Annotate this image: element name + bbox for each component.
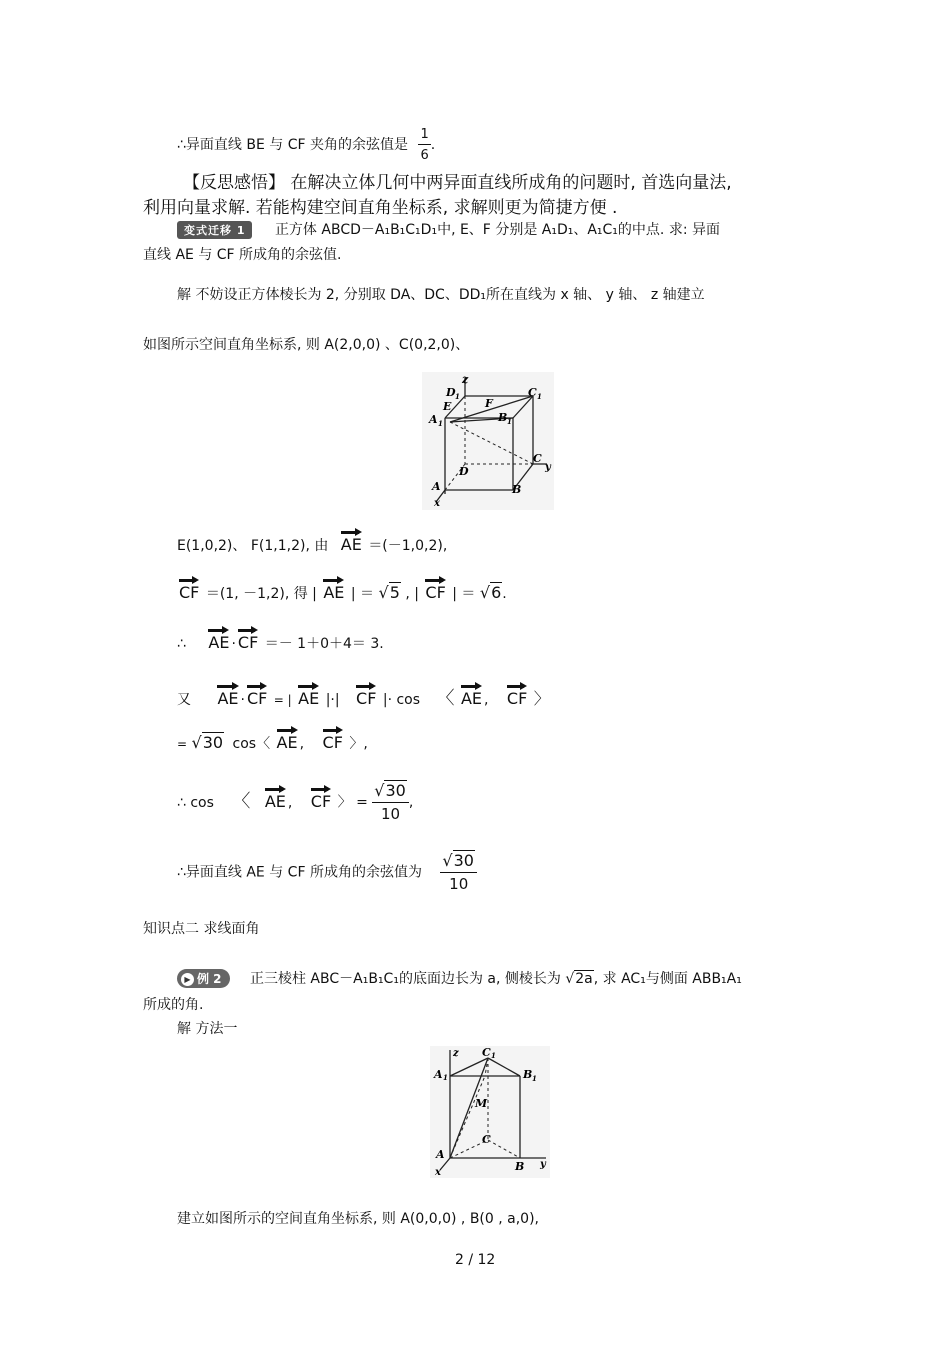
- vector-cf: CF: [356, 689, 377, 708]
- vector-cf: CF: [246, 689, 268, 708]
- label-d: D: [459, 465, 469, 478]
- sqrt-2a: √2a: [565, 971, 593, 987]
- label-z: z: [453, 1048, 459, 1059]
- vector-ae: AE: [340, 535, 362, 554]
- vector-cf: CF: [310, 791, 332, 811]
- svg-text:1: 1: [532, 1074, 537, 1083]
- page-number: 2 / 12: [455, 1252, 496, 1268]
- vector-ae: AE: [460, 689, 483, 708]
- label-b1: B: [523, 1068, 533, 1081]
- label-a1: A: [429, 413, 438, 426]
- variant-line-1: [177, 219, 720, 239]
- label-m: M: [475, 1097, 488, 1110]
- svg-text:1: 1: [491, 1051, 496, 1060]
- label-d1: D: [446, 386, 456, 399]
- label-z: z: [462, 373, 469, 386]
- vector-cf: CF: [322, 733, 343, 752]
- cube-figure: [422, 372, 554, 510]
- reflection-line-2: 利用向量求解. 若能构建空间直角坐标系, 求解则更为简捷方便 .: [143, 198, 618, 218]
- svg-text:1: 1: [455, 392, 460, 401]
- svg-text:1: 1: [507, 417, 512, 426]
- vector-cf: CF: [179, 583, 200, 602]
- eq-sqrt30-cos: = √30 cos〈 AE , CF 〉,: [177, 733, 368, 752]
- knowledge-point-heading: 知识点二 求线面角: [143, 921, 260, 937]
- label-c1: C: [482, 1046, 491, 1059]
- example-2-line-1: ▶ 例 2 正三棱柱 ABC－A₁B₁C₁的底面边长为 a, 侧棱长为 √2a, 求 AC₁与侧面 ABB₁A₁: [177, 968, 742, 988]
- variant-text: 正方体 ABCD－A₁B₁C₁D₁中, E、F 分别是 A₁D₁、A₁C₁的中点. 求: 异面: [274, 222, 720, 238]
- label-x: x: [435, 1167, 441, 1178]
- label-c1: C: [528, 386, 537, 399]
- solution-1-line-2: 如图所示空间直角坐标系, 则 A(2,0,0) 、C(0,2,0)、: [143, 337, 470, 353]
- sqrt-30: √30: [191, 733, 224, 752]
- solution-2-method: 解 方法一: [177, 1021, 238, 1037]
- eq-cos-result: ∴ cos 〈 AE , CF 〉 = $\frac{√30}{10}$ ,: [177, 781, 414, 823]
- eq-cf-norms: CF ＝(1, －1,2), 得 | AE | ＝ √5 , | CF | ＝ √6.: [179, 583, 507, 602]
- eq-dot-formula: 又 AE · CF = | AE |·| CF |· cos 〈 AE , CF 〉: [177, 688, 550, 709]
- example-2-line-2: 所成的角.: [143, 997, 204, 1013]
- solution-2-coordinates: 建立如图所示的空间直角坐标系, 则 A(0,0,0) , B(0 , a,0),: [177, 1211, 539, 1227]
- fraction-one-sixth: $\frac{1}{6}$: [420, 127, 429, 163]
- eq-final-answer: ∴异面直线 AE 与 CF 所成角的余弦值为 $\frac{√30}{10}$: [177, 853, 477, 892]
- label-a1: A: [434, 1068, 443, 1081]
- fraction-sqrt30-over-10: $\frac{√30}{10}$: [372, 783, 409, 822]
- svg-text:1: 1: [438, 419, 443, 428]
- label-e: E: [443, 400, 452, 413]
- vector-ae: AE: [276, 733, 298, 752]
- label-y: y: [545, 462, 551, 473]
- sqrt-5: √5: [378, 583, 400, 602]
- play-icon: ▶: [181, 973, 194, 986]
- svg-text:1: 1: [537, 392, 542, 401]
- vector-ae: AE: [208, 633, 230, 652]
- vector-cf: CF: [506, 689, 528, 708]
- conclusion-text: ∴异面直线 BE 与 CF 夹角的余弦值是: [177, 137, 408, 153]
- label-a: A: [436, 1148, 445, 1161]
- vector-ae: AE: [323, 583, 345, 602]
- example-badge: ▶ 例 2: [177, 969, 230, 988]
- solution-1-line-1: 解 不妨设正方体棱长为 2, 分别取 DA、DC、DD₁所在直线为 x 轴、 y 轴、 z 轴建立: [177, 287, 705, 303]
- label-x: x: [434, 498, 440, 509]
- label-b1: B: [498, 411, 508, 424]
- reflection-line-1: 【反思感悟】 在解决立体几何中两异面直线所成角的问题时, 首选向量法,: [183, 173, 732, 193]
- sqrt-6: √6: [479, 583, 502, 602]
- label-c: C: [533, 452, 542, 465]
- vector-ae: AE: [264, 791, 286, 811]
- svg-text:1: 1: [443, 1073, 448, 1082]
- conclusion-be-cf: ∴异面直线 BE 与 CF 夹角的余弦值是 $\frac{1}{6}$ .: [177, 127, 436, 163]
- vector-cf: CF: [425, 583, 446, 602]
- variant-badge: 变式迁移 1: [177, 221, 252, 239]
- fraction-sqrt30-over-10: $\frac{√30}{10}$: [440, 853, 477, 892]
- vector-ae: AE: [217, 689, 239, 708]
- eq-dot-product: ∴ AE · CF ＝－ 1＋0＋4＝ 3.: [177, 633, 384, 652]
- label-c: C: [482, 1133, 491, 1146]
- label-b: B: [515, 1160, 525, 1173]
- vector-cf: CF: [237, 633, 259, 652]
- label-b: B: [512, 483, 522, 496]
- vector-ae: AE: [298, 689, 320, 708]
- eq-e-f-ae: E(1,0,2)、 F(1,1,2), 由 AE ＝(－1,0,2),: [177, 535, 448, 554]
- label-f: F: [485, 397, 493, 410]
- variant-line-2: 直线 AE 与 CF 所成角的余弦值.: [143, 247, 342, 263]
- label-a: A: [432, 480, 441, 493]
- prism-figure: [430, 1046, 550, 1178]
- label-y: y: [540, 1159, 546, 1170]
